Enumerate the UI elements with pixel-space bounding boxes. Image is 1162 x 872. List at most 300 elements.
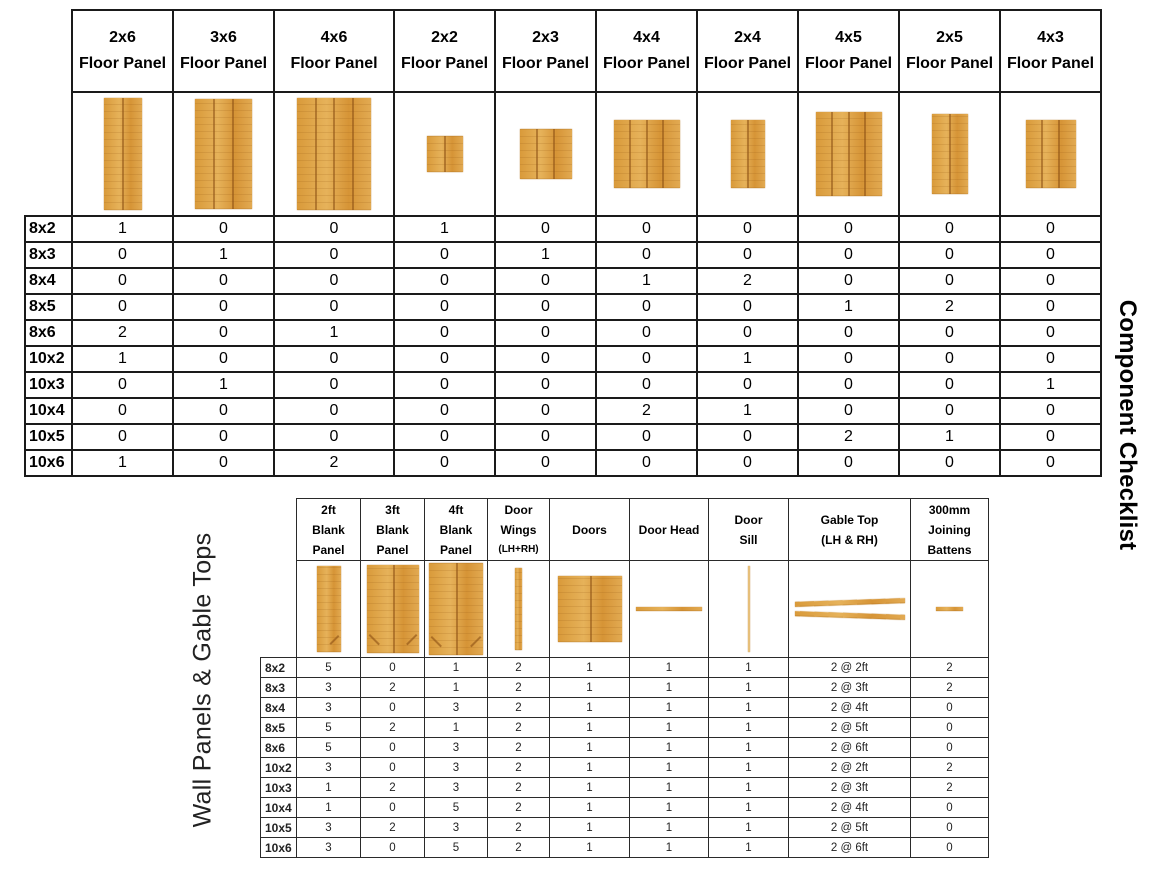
- quantity-cell: 3: [297, 758, 361, 778]
- quantity-cell: 1: [630, 798, 709, 818]
- quantity-cell: 1: [709, 658, 789, 678]
- header-line: Blank: [439, 522, 473, 537]
- panel-size: 4x6: [320, 29, 348, 46]
- panel-size: 4x3: [1037, 29, 1064, 46]
- column-header: [911, 499, 989, 561]
- quantity-cell: 0: [798, 242, 899, 268]
- quantity-cell: 0: [697, 450, 798, 476]
- table-row: [25, 372, 1101, 398]
- floor-panel-image-cell: [596, 92, 697, 216]
- quantity-cell: 0: [697, 216, 798, 242]
- quantity-cell: 0: [899, 242, 1000, 268]
- row-label: 10x4: [25, 398, 72, 424]
- quantity-cell: 0: [899, 320, 1000, 346]
- row-label: 8x5: [261, 718, 297, 738]
- quantity-cell: 2: [361, 778, 425, 798]
- table-row: [261, 678, 989, 698]
- quantity-cell: 0: [274, 424, 394, 450]
- quantity-cell: 0: [173, 346, 274, 372]
- row-label: 10x5: [25, 424, 72, 450]
- quantity-cell: 0: [173, 216, 274, 242]
- column-header: [425, 499, 488, 561]
- quantity-cell: 1: [550, 698, 630, 718]
- quantity-cell: 5: [297, 738, 361, 758]
- quantity-cell: 1: [697, 398, 798, 424]
- row-label: 8x2: [261, 658, 297, 678]
- component-image-cell: [488, 561, 550, 658]
- quantity-cell: 1: [630, 658, 709, 678]
- quantity-cell: 0: [596, 294, 697, 320]
- panel-type: Floor Panel: [501, 55, 590, 72]
- floor-panel-image-icon: [614, 120, 680, 188]
- column-header: [361, 499, 425, 561]
- component-image-cell: [361, 561, 425, 658]
- quantity-cell: 0: [72, 268, 173, 294]
- floor-panel-image-cell: [899, 92, 1000, 216]
- quantity-cell: 2 @ 2ft: [789, 758, 911, 778]
- component-image-cell: [550, 561, 630, 658]
- quantity-cell: 0: [798, 450, 899, 476]
- table-row: [25, 424, 1101, 450]
- quantity-cell: 2: [274, 450, 394, 476]
- quantity-cell: 0: [394, 372, 495, 398]
- quantity-cell: 0: [899, 398, 1000, 424]
- header-line: 3ft: [385, 502, 400, 517]
- quantity-cell: 0: [596, 320, 697, 346]
- quantity-cell: 0: [394, 242, 495, 268]
- quantity-cell: 3: [425, 778, 488, 798]
- quantity-cell: 0: [1000, 320, 1101, 346]
- quantity-cell: 2 @ 5ft: [789, 718, 911, 738]
- table-row: [261, 838, 989, 858]
- quantity-cell: 0: [911, 718, 989, 738]
- quantity-cell: 0: [798, 398, 899, 424]
- quantity-cell: 1: [697, 346, 798, 372]
- quantity-cell: 2: [911, 658, 989, 678]
- header-line: Door: [734, 512, 763, 527]
- quantity-cell: 0: [495, 320, 596, 346]
- table-row: [25, 398, 1101, 424]
- corner-cell: [261, 561, 297, 658]
- quantity-cell: 0: [899, 372, 1000, 398]
- quantity-cell: 0: [361, 838, 425, 858]
- quantity-cell: 1: [72, 450, 173, 476]
- quantity-cell: 2 @ 3ft: [789, 778, 911, 798]
- column-header-2x2: [394, 10, 495, 92]
- header-line: Joining: [928, 522, 971, 537]
- quantity-cell: 1: [425, 718, 488, 738]
- quantity-cell: 0: [361, 658, 425, 678]
- quantity-cell: 2: [488, 698, 550, 718]
- quantity-cell: 5: [297, 658, 361, 678]
- panel-size: 2x5: [936, 29, 963, 46]
- quantity-cell: 0: [394, 294, 495, 320]
- component-image-cell: [297, 561, 361, 658]
- row-label: 8x4: [261, 698, 297, 718]
- header-line: Battens: [927, 542, 972, 557]
- panel-size: 4x4: [633, 29, 660, 46]
- quantity-cell: 1: [297, 798, 361, 818]
- component-image-cell: [630, 561, 709, 658]
- quantity-cell: 2: [488, 798, 550, 818]
- quantity-cell: 3: [297, 698, 361, 718]
- quantity-cell: 0: [361, 758, 425, 778]
- wall-header-row: [261, 499, 989, 561]
- wall-image-row: [261, 561, 989, 658]
- quantity-cell: 0: [72, 398, 173, 424]
- quantity-cell: 1: [798, 294, 899, 320]
- doors-image-icon: [558, 576, 622, 642]
- floor-panel-image-cell: [72, 92, 173, 216]
- floor-panel-image-icon: [731, 120, 765, 188]
- quantity-cell: 0: [596, 450, 697, 476]
- row-label: 8x5: [25, 294, 72, 320]
- table-row: [261, 778, 989, 798]
- quantity-cell: 0: [394, 450, 495, 476]
- quantity-cell: 1: [709, 838, 789, 858]
- quantity-cell: 2: [488, 678, 550, 698]
- floor-panel-image-icon: [195, 99, 252, 209]
- head-image-icon: [636, 607, 702, 611]
- quantity-cell: 0: [173, 320, 274, 346]
- quantity-cell: 2: [361, 818, 425, 838]
- blank2-image-icon: [317, 566, 341, 652]
- column-header: [488, 499, 550, 561]
- quantity-cell: 0: [1000, 346, 1101, 372]
- wall-table-body: [261, 658, 989, 858]
- header-line: 2ft: [321, 502, 336, 517]
- header-line: Blank: [312, 522, 345, 537]
- quantity-cell: 1: [709, 698, 789, 718]
- column-header-2x3: [495, 10, 596, 92]
- table-row: [261, 658, 989, 678]
- panel-size: 2x4: [734, 29, 761, 46]
- quantity-cell: 1: [899, 424, 1000, 450]
- quantity-cell: 0: [361, 798, 425, 818]
- quantity-cell: 2: [697, 268, 798, 294]
- quantity-cell: 1: [550, 838, 630, 858]
- quantity-cell: 0: [394, 398, 495, 424]
- quantity-cell: 0: [173, 450, 274, 476]
- quantity-cell: 1: [709, 738, 789, 758]
- quantity-cell: 1: [1000, 372, 1101, 398]
- floor-panel-image-cell: [798, 92, 899, 216]
- quantity-cell: 1: [709, 818, 789, 838]
- table-row: [25, 294, 1101, 320]
- quantity-cell: 0: [495, 372, 596, 398]
- row-label: 8x2: [25, 216, 72, 242]
- quantity-cell: 0: [72, 372, 173, 398]
- quantity-cell: 0: [274, 294, 394, 320]
- floor-panel-image-icon: [816, 112, 882, 196]
- table-row: [261, 738, 989, 758]
- header-line: Blank: [376, 522, 409, 537]
- panel-size: 3x6: [210, 29, 237, 46]
- quantity-cell: 2: [361, 718, 425, 738]
- quantity-cell: 3: [297, 818, 361, 838]
- header-line: 4ft: [448, 502, 464, 517]
- quantity-cell: 3: [425, 818, 488, 838]
- panel-type: Floor Panel: [602, 55, 691, 72]
- quantity-cell: 0: [173, 294, 274, 320]
- quantity-cell: 1: [550, 818, 630, 838]
- floor-panel-image-cell: [274, 92, 394, 216]
- quantity-cell: 1: [425, 658, 488, 678]
- row-label: 8x6: [25, 320, 72, 346]
- quantity-cell: 0: [274, 216, 394, 242]
- batten-image-icon: [936, 607, 963, 611]
- floor-table-body: [25, 216, 1101, 476]
- wall-panels-title: Wall Panels & Gable Tops: [188, 532, 217, 828]
- quantity-cell: 0: [361, 698, 425, 718]
- quantity-cell: 0: [899, 216, 1000, 242]
- quantity-cell: 2: [488, 838, 550, 858]
- quantity-cell: 0: [798, 372, 899, 398]
- quantity-cell: 2: [488, 738, 550, 758]
- quantity-cell: 0: [798, 346, 899, 372]
- quantity-cell: 0: [596, 242, 697, 268]
- quantity-cell: 2 @ 6ft: [789, 738, 911, 758]
- row-label: 10x2: [25, 346, 72, 372]
- quantity-cell: 0: [911, 738, 989, 758]
- column-header-4x6: [274, 10, 394, 92]
- quantity-cell: 0: [274, 398, 394, 424]
- sill-image-icon: [748, 566, 750, 652]
- header-line: Doors: [572, 522, 607, 537]
- quantity-cell: 1: [630, 778, 709, 798]
- floor-panel-image-cell: [495, 92, 596, 216]
- quantity-cell: 0: [596, 372, 697, 398]
- wall-panel-table: [260, 498, 989, 858]
- floor-panel-image-cell: [173, 92, 274, 216]
- quantity-cell: 3: [425, 698, 488, 718]
- floor-header-row: [25, 10, 1101, 92]
- quantity-cell: 1: [630, 718, 709, 738]
- column-header-4x5: [798, 10, 899, 92]
- quantity-cell: 1: [709, 758, 789, 778]
- quantity-cell: 2 @ 4ft: [789, 798, 911, 818]
- quantity-cell: 3: [297, 838, 361, 858]
- column-header: [789, 499, 911, 561]
- quantity-cell: 1: [630, 758, 709, 778]
- quantity-cell: 2: [488, 758, 550, 778]
- quantity-cell: 0: [495, 294, 596, 320]
- quantity-cell: 1: [394, 216, 495, 242]
- quantity-cell: 1: [550, 798, 630, 818]
- row-label: 8x3: [261, 678, 297, 698]
- floor-panel-image-cell: [697, 92, 798, 216]
- panel-type: Floor Panel: [905, 55, 994, 72]
- quantity-cell: 0: [394, 320, 495, 346]
- panel-size: 2x6: [109, 29, 136, 46]
- gable-image-icon: [795, 600, 905, 618]
- quantity-cell: 1: [550, 778, 630, 798]
- quantity-cell: 0: [72, 242, 173, 268]
- table-row: [261, 718, 989, 738]
- quantity-cell: 1: [297, 778, 361, 798]
- quantity-cell: 0: [394, 424, 495, 450]
- floor-panel-image-cell: [1000, 92, 1101, 216]
- table-row: [25, 268, 1101, 294]
- quantity-cell: 1: [709, 678, 789, 698]
- quantity-cell: 0: [274, 346, 394, 372]
- quantity-cell: 2 @ 5ft: [789, 818, 911, 838]
- panel-type: Floor Panel: [78, 55, 167, 72]
- quantity-cell: 0: [173, 268, 274, 294]
- quantity-cell: 1: [72, 346, 173, 372]
- quantity-cell: 1: [630, 678, 709, 698]
- quantity-cell: 2: [488, 658, 550, 678]
- quantity-cell: 3: [425, 738, 488, 758]
- quantity-cell: 2 @ 4ft: [789, 698, 911, 718]
- panel-type: Floor Panel: [400, 55, 489, 72]
- header-line: Panel: [439, 542, 472, 557]
- quantity-cell: 0: [495, 346, 596, 372]
- row-label: 8x4: [25, 268, 72, 294]
- quantity-cell: 3: [297, 678, 361, 698]
- quantity-cell: 2: [72, 320, 173, 346]
- quantity-cell: 0: [697, 320, 798, 346]
- quantity-cell: 2 @ 2ft: [789, 658, 911, 678]
- column-header-2x6: [72, 10, 173, 92]
- corner-cell: [25, 10, 72, 92]
- floor-panel-image-icon: [297, 98, 371, 210]
- column-header-2x5: [899, 10, 1000, 92]
- header-line: (LH & RH): [821, 532, 878, 547]
- row-label: 10x4: [261, 798, 297, 818]
- panel-type: Floor Panel: [179, 55, 268, 72]
- quantity-cell: 0: [1000, 242, 1101, 268]
- quantity-cell: 1: [274, 320, 394, 346]
- quantity-cell: 2 @ 6ft: [789, 838, 911, 858]
- quantity-cell: 0: [72, 294, 173, 320]
- quantity-cell: 3: [425, 758, 488, 778]
- floor-panel-image-icon: [1026, 120, 1076, 188]
- quantity-cell: 0: [1000, 294, 1101, 320]
- column-header-4x4: [596, 10, 697, 92]
- floor-panel-image-icon: [932, 114, 968, 194]
- quantity-cell: 0: [495, 268, 596, 294]
- quantity-cell: 2: [488, 718, 550, 738]
- quantity-cell: 5: [425, 798, 488, 818]
- table-row: [25, 242, 1101, 268]
- panel-size: 4x5: [835, 29, 862, 46]
- header-line: Panel: [312, 542, 345, 557]
- quantity-cell: 2: [911, 778, 989, 798]
- quantity-cell: 0: [596, 424, 697, 450]
- quantity-cell: 0: [697, 242, 798, 268]
- quantity-cell: 0: [899, 346, 1000, 372]
- quantity-cell: 1: [550, 718, 630, 738]
- quantity-cell: 1: [709, 718, 789, 738]
- panel-type: Floor Panel: [1006, 55, 1095, 72]
- header-line: 300mm: [928, 502, 971, 517]
- component-checklist-title: Component Checklist: [1114, 299, 1141, 551]
- row-label: 10x3: [25, 372, 72, 398]
- quantity-cell: 0: [1000, 268, 1101, 294]
- floor-panel-table: [24, 9, 1102, 477]
- quantity-cell: 0: [596, 216, 697, 242]
- quantity-cell: 1: [596, 268, 697, 294]
- blank3-image-icon: [367, 565, 419, 653]
- component-image-cell: [911, 561, 989, 658]
- quantity-cell: 1: [550, 678, 630, 698]
- quantity-cell: 0: [596, 346, 697, 372]
- quantity-cell: 0: [798, 216, 899, 242]
- blank4-image-icon: [429, 563, 483, 655]
- quantity-cell: 0: [394, 346, 495, 372]
- quantity-cell: 1: [495, 242, 596, 268]
- quantity-cell: 0: [697, 294, 798, 320]
- quantity-cell: 1: [173, 242, 274, 268]
- quantity-cell: 2: [361, 678, 425, 698]
- column-header-2x4: [697, 10, 798, 92]
- column-header: [550, 499, 630, 561]
- quantity-cell: 0: [495, 424, 596, 450]
- quantity-cell: 2: [911, 758, 989, 778]
- row-label: 8x3: [25, 242, 72, 268]
- quantity-cell: 2 @ 3ft: [789, 678, 911, 698]
- quantity-cell: 1: [709, 798, 789, 818]
- quantity-cell: 0: [495, 398, 596, 424]
- wing-image-icon: [515, 568, 522, 650]
- quantity-cell: 1: [630, 738, 709, 758]
- row-label: 10x2: [261, 758, 297, 778]
- quantity-cell: 1: [550, 758, 630, 778]
- quantity-cell: 0: [911, 698, 989, 718]
- floor-panel-image-icon: [427, 136, 463, 172]
- floor-image-row: [25, 92, 1101, 216]
- header-line: Panel: [376, 542, 409, 557]
- quantity-cell: 1: [425, 678, 488, 698]
- quantity-cell: 0: [274, 372, 394, 398]
- quantity-cell: 0: [1000, 424, 1101, 450]
- quantity-cell: 0: [1000, 450, 1101, 476]
- corner-cell: [261, 499, 297, 561]
- panel-type: Floor Panel: [703, 55, 792, 72]
- component-image-cell: [789, 561, 911, 658]
- quantity-cell: 0: [1000, 216, 1101, 242]
- quantity-cell: 0: [798, 320, 899, 346]
- quantity-cell: 0: [394, 268, 495, 294]
- quantity-cell: 2: [488, 818, 550, 838]
- panel-type: Floor Panel: [804, 55, 893, 72]
- row-label: 10x6: [261, 838, 297, 858]
- table-row: [261, 798, 989, 818]
- quantity-cell: 0: [1000, 398, 1101, 424]
- quantity-cell: 1: [630, 838, 709, 858]
- floor-panel-image-icon: [104, 98, 142, 210]
- quantity-cell: 0: [495, 216, 596, 242]
- quantity-cell: 5: [297, 718, 361, 738]
- row-label: 10x6: [25, 450, 72, 476]
- quantity-cell: 0: [72, 424, 173, 450]
- quantity-cell: 1: [709, 778, 789, 798]
- quantity-cell: 1: [630, 698, 709, 718]
- quantity-cell: 2: [911, 678, 989, 698]
- quantity-cell: 0: [173, 398, 274, 424]
- table-row: [261, 758, 989, 778]
- table-row: [25, 450, 1101, 476]
- quantity-cell: 2: [488, 778, 550, 798]
- quantity-cell: 0: [697, 372, 798, 398]
- row-label: 8x6: [261, 738, 297, 758]
- floor-panel-image-cell: [394, 92, 495, 216]
- quantity-cell: 1: [550, 658, 630, 678]
- quantity-cell: 0: [274, 268, 394, 294]
- quantity-cell: 0: [495, 450, 596, 476]
- header-line: Gable Top: [820, 512, 879, 527]
